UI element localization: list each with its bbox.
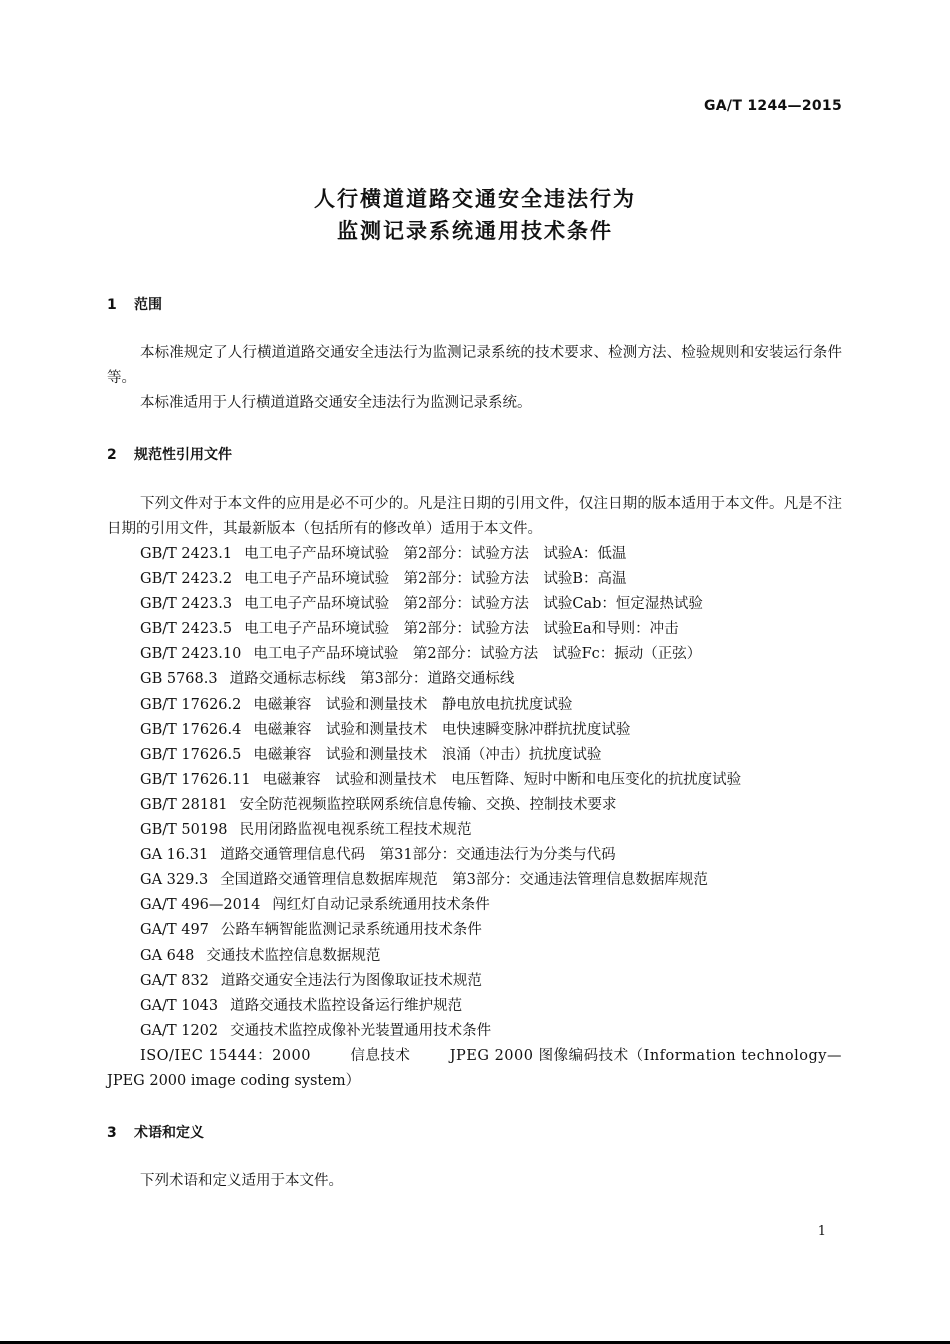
page-number: 1: [817, 1224, 826, 1239]
reference-code: GA 16.31: [140, 847, 209, 864]
reference-item: [140, 793, 842, 818]
section-3-heading: [107, 1122, 204, 1142]
reference-item: [140, 918, 842, 943]
section-1-paragraph-1: 本标准规定了人行横道道路交通安全违法行为监测记录系统的技术要求、检测方法、检验规则和安装运行条件等。: [107, 345, 842, 386]
normative-references-list: [140, 542, 842, 1044]
reference-code: GB/T 28181: [140, 796, 228, 813]
reference-title: 电磁兼容 试验和测量技术 浪涌（冲击）抗扰度试验: [253, 746, 602, 763]
reference-code: GA/T 1202: [140, 1022, 219, 1039]
section-2-heading: [107, 444, 232, 464]
section-title: 范围: [134, 297, 162, 313]
reference-item: [140, 693, 842, 718]
reference-title: 电磁兼容 试验和测量技术 电压暂降、短时中断和电压变化的抗扰度试验: [262, 771, 742, 788]
reference-item: [140, 567, 842, 592]
reference-title: 道路交通技术监控设备运行维护规范: [230, 997, 463, 1014]
reference-item: [140, 818, 842, 843]
standard-code: GA/T 1244—2015: [704, 98, 842, 114]
section-number: 2: [107, 447, 117, 463]
reference-title: 道路交通管理信息代码 第31部分：交通违法行为分类与代码: [220, 847, 616, 864]
reference-code: GB 5768.3: [140, 671, 218, 688]
reference-item: [140, 768, 842, 793]
reference-item: [140, 642, 842, 667]
reference-item: [140, 944, 842, 969]
reference-code: GA/T 496—2014: [140, 897, 261, 914]
section-number: 1: [107, 297, 117, 313]
section-1-paragraph-2: 本标准适用于人行横道道路交通安全违法行为监测记录系统。: [140, 395, 532, 411]
reference-title-cn: 信息技术: [350, 1048, 411, 1064]
reference-item: [140, 893, 842, 918]
reference-title: 电磁兼容 试验和测量技术 静电放电抗扰度试验: [253, 696, 573, 713]
reference-title: 电工电子产品环境试验 第2部分：试验方法 试验Fc：振动（正弦）: [253, 646, 702, 663]
reference-title: 电工电子产品环境试验 第2部分：试验方法 试验B：高温: [244, 571, 627, 588]
reference-title: 民用闭路监视电视系统工程技术规范: [239, 822, 472, 839]
reference-iso-line-2: JPEG 2000 image coding system）: [107, 1073, 361, 1089]
reference-title: 电工电子产品环境试验 第2部分：试验方法 试验A：低温: [244, 546, 627, 562]
reference-title: JPEG 2000 图像编码技术（Information technology—: [449, 1048, 842, 1064]
reference-code: GB/T 2423.3: [140, 596, 233, 613]
reference-item: [140, 868, 842, 893]
reference-code: GA/T 1043: [140, 997, 219, 1014]
reference-code: GB/T 50198: [140, 822, 228, 839]
reference-item: [140, 592, 842, 617]
document-title-line-1: 人行横道道路交通安全违法行为: [314, 187, 636, 211]
section-title: 规范性引用文件: [134, 447, 232, 463]
reference-item: [140, 994, 842, 1019]
reference-code: GB/T 17626.2: [140, 696, 242, 713]
reference-title: 全国道路交通管理信息数据库规范 第3部分：交通违法管理信息数据库规范: [220, 872, 708, 889]
reference-title: 道路交通安全违法行为图像取证技术规范: [220, 972, 482, 989]
section-number: 3: [107, 1125, 117, 1141]
reference-item: [140, 843, 842, 868]
reference-item: [140, 542, 842, 567]
reference-item: [140, 743, 842, 768]
reference-title: 交通技术监控成像补光装置通用技术条件: [230, 1022, 492, 1039]
reference-title: 电工电子产品环境试验 第2部分：试验方法 试验Cab：恒定湿热试验: [244, 596, 703, 613]
reference-title: 道路交通标志标线 第3部分：道路交通标线: [229, 671, 515, 688]
reference-item: [140, 969, 842, 994]
document-title-line-2: 监测记录系统通用技术条件: [337, 219, 613, 243]
reference-item: [140, 667, 842, 692]
reference-code: GA 648: [140, 947, 195, 964]
reference-code: GA/T 497: [140, 922, 209, 939]
reference-code: GB/T 2423.2: [140, 571, 233, 588]
reference-title: 安全防范视频监控联网系统信息传输、交换、控制技术要求: [239, 796, 617, 813]
reference-title: 电工电子产品环境试验 第2部分：试验方法 试验Ea和导则：冲击: [244, 621, 679, 638]
section-3-paragraph-1: 下列术语和定义适用于本文件。: [140, 1173, 343, 1189]
section-1-heading: [107, 294, 162, 314]
reference-code: GA/T 832: [140, 972, 209, 989]
reference-iso-15444: [107, 1044, 842, 1094]
reference-code: GB/T 2423.5: [140, 621, 233, 638]
section-title: 术语和定义: [134, 1125, 204, 1141]
reference-iso-line-1: [107, 1044, 842, 1069]
reference-title: 公路车辆智能监测记录系统通用技术条件: [220, 922, 482, 939]
reference-code: GB/T 17626.5: [140, 746, 242, 763]
reference-title: 电磁兼容 试验和测量技术 电快速瞬变脉冲群抗扰度试验: [253, 721, 631, 738]
reference-code: ISO/IEC 15444：2000: [140, 1048, 311, 1064]
reference-item: [140, 617, 842, 642]
reference-code: GB/T 2423.10: [140, 646, 242, 663]
reference-code: GA 329.3: [140, 872, 209, 889]
reference-item: [140, 718, 842, 743]
reference-code: GB/T 17626.4: [140, 721, 242, 738]
reference-item: [140, 1019, 842, 1044]
reference-code: GB/T 17626.11: [140, 771, 251, 788]
reference-code: GB/T 2423.1: [140, 546, 233, 562]
reference-title: 交通技术监控信息数据规范: [206, 947, 381, 964]
section-2-intro: 下列文件对于本文件的应用是必不可少的。凡是注日期的引用文件，仅注日期的版本适用于本文件。凡是不注日期的引用文件，其最新版本（包括所有的修改单）适用于本文件。: [107, 496, 842, 537]
reference-title: 闯红灯自动记录系统通用技术条件: [272, 897, 490, 914]
